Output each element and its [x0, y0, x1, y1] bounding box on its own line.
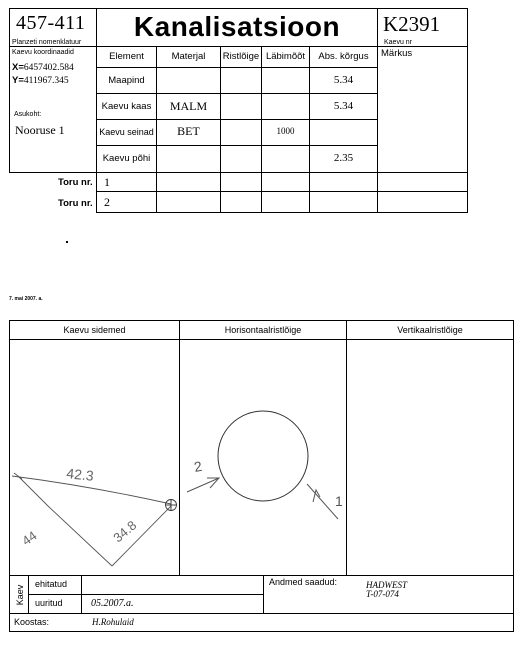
side-label: Kaev — [15, 584, 25, 606]
row-element-label: Maapind — [108, 75, 145, 86]
sketch-dist-right: 34.8 — [110, 517, 140, 546]
pipe-out-label: 1 — [335, 493, 343, 509]
location-label: Asukoht: — [14, 111, 42, 118]
pipe-out-arrow — [307, 484, 338, 519]
y-label: Y= — [12, 75, 24, 86]
row-element-label: Kaevu seinad — [99, 127, 154, 137]
x-label: X= — [12, 62, 24, 73]
col-header-remarks-text: Märkus — [381, 48, 413, 59]
surveyed-row — [28, 594, 264, 614]
row-element-label: Kaevu põhi — [102, 153, 151, 164]
well-number-label: Kaevu nr — [384, 39, 413, 46]
x-value: 6457402.584 — [23, 63, 74, 73]
compiled-row — [9, 613, 514, 632]
row-abs-height-value: 2.35 — [333, 152, 354, 164]
sketch-dist-top: 42.3 — [65, 465, 95, 484]
row-material-value: BET — [177, 124, 200, 138]
data-source-value-1: HADWEST — [366, 580, 407, 590]
side-label-box — [9, 575, 29, 614]
pipe-2-label: Toru nr. — [58, 198, 93, 209]
row-material-value: MALM — [169, 99, 208, 113]
col-header-material-text: Materjal — [171, 51, 206, 62]
surveyed-value-separator — [81, 594, 82, 614]
nomenclature-label: Planzeti nomenklatuur — [12, 39, 82, 46]
data-source-label: Andmed saadud: — [269, 577, 338, 587]
pipe-2-number-text: 2 — [104, 195, 110, 209]
y-value: 411967.345 — [23, 76, 69, 86]
sketch-dist-left: 44 — [19, 527, 40, 549]
compiled-label: Koostas: — [14, 617, 50, 627]
col-header-diameter-text: Läbimõõt — [265, 51, 306, 62]
pipe-1-number-text: 1 — [104, 175, 110, 189]
well-number: K2391 — [383, 12, 441, 36]
col-header-cross-section-text: Ristlõige — [222, 51, 260, 62]
document-title: Kanalisatsioon — [133, 11, 341, 42]
col-header-abs-height-text: Abs. kõrgus — [318, 51, 369, 62]
horizontal-sketch — [187, 411, 338, 519]
nomenclature-code: 457-411 — [16, 12, 86, 34]
built-value-separator — [81, 575, 82, 595]
pipe-1-label: Toru nr. — [58, 177, 93, 188]
date-note: 7. mai 2007. a. — [9, 296, 43, 302]
surveyed-value: 05.2007.a. — [91, 598, 134, 609]
location-value: Nooruse 1 — [15, 123, 65, 137]
header-horizontal-section-text: Horisontaalristlõige — [224, 325, 302, 335]
data-source-box — [263, 575, 514, 614]
col-header-element-text: Element — [109, 51, 144, 62]
pipe-in-label: 2 — [192, 457, 204, 475]
built-row — [28, 575, 264, 595]
data-source-value-2: T-07-074 — [366, 589, 399, 599]
row-diameter-value: 1000 — [276, 126, 295, 136]
links-sketch — [12, 473, 177, 566]
built-label: ehitatud — [35, 579, 68, 589]
header-vertical-section-text: Vertikaalristlõige — [397, 325, 463, 335]
compiled-value: H.Rohulaid — [92, 617, 134, 627]
row-element-label: Kaevu kaas — [101, 101, 152, 112]
row-abs-height-value: 5.34 — [333, 74, 354, 86]
surveyed-label: uuritud — [35, 598, 63, 608]
header-links-text: Kaevu sidemed — [63, 325, 126, 335]
row-abs-height-value: 5.34 — [333, 100, 354, 112]
pipe-in-arrow — [187, 478, 219, 492]
coords-label: Kaevu koordinaadid — [12, 49, 74, 56]
well-plan-circle — [218, 411, 308, 501]
